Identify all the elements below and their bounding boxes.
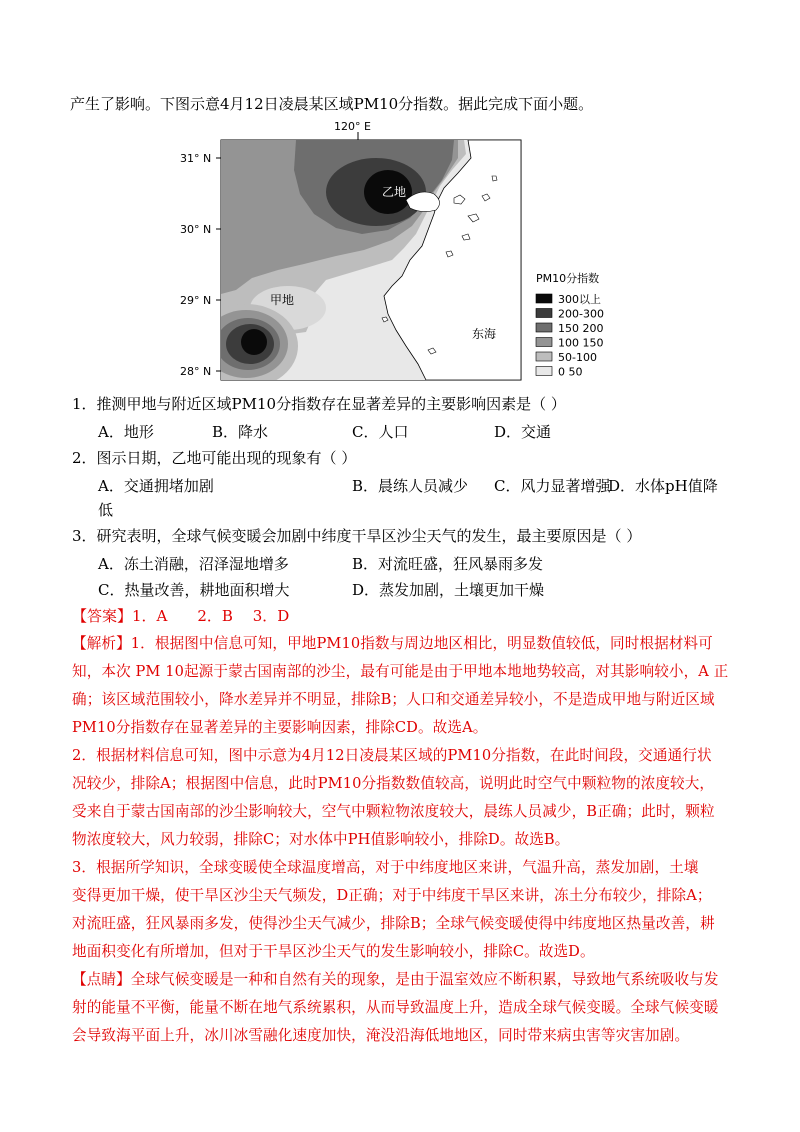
legend-swatch — [536, 309, 552, 318]
analysis-line: PM10分指数存在显著差异的主要影响因素，排除CD。故选A。 — [72, 719, 488, 736]
q1-option-a: A．地形 — [98, 423, 154, 441]
analysis-line: 【点睛】全球气候变暖是一种和自然有关的现象，是由于温室效应不断积累，导致地气系统吸收与发 — [72, 971, 719, 988]
analysis-line: 3．根据所学知识，全球变暖使全球温度增高，对于中纬度地区来讲，气温升高，蒸发加剧，土壤 — [72, 859, 699, 876]
legend-swatch — [536, 352, 552, 361]
analysis-line: 2．根据材料信息可知，图中示意为4月12日凌晨某区域的PM10分指数，在此时间段，交通通行状 — [72, 747, 712, 764]
q2-option-b: B．晨练人员减少 — [352, 477, 469, 495]
legend-title: PM10分指数 — [536, 272, 600, 285]
legend-label: 50-100 — [558, 351, 597, 364]
legend-swatch — [536, 323, 552, 332]
q1-option-d: D．交通 — [494, 423, 552, 441]
legend-swatch — [536, 338, 552, 347]
q3-option-d: D．蒸发加剧，土壤更加干燥 — [352, 581, 545, 599]
map-legend — [536, 271, 604, 379]
legend-label: 100 150 — [558, 336, 604, 350]
q2-option-a: A．交通拥堵加剧 — [98, 477, 214, 495]
q2-option-d-tail: 低 — [98, 501, 114, 519]
legend-swatch — [536, 367, 552, 376]
place-jia-label: 甲地 — [270, 293, 295, 307]
answer-line: 【答案】1．A 2．B 3．D — [72, 607, 290, 625]
pm10-map — [180, 118, 616, 388]
question-3-stem: 3．研究表明，全球气候变暖会加剧中纬度干旱区沙尘天气的发生，最主要原因是（ ） — [72, 527, 642, 545]
q1-option-c: C．人口 — [352, 423, 409, 441]
question-2-stem: 2．图示日期，乙地可能出现的现象有（ ） — [72, 449, 357, 467]
q2-option-c: C．风力显著增强 — [494, 477, 611, 495]
q3-option-c: C．热量改善，耕地面积增大 — [98, 581, 290, 599]
place-sea-label: 东海 — [472, 327, 497, 341]
legend-label: 200-300 — [558, 307, 604, 321]
analysis-line: 物浓度较大，风力较弱，排除C；对水体中PH值影响较小，排除D。故选B。 — [72, 831, 570, 848]
analysis-line: 变得更加干燥，使干旱区沙尘天气频发，D正确；对于中纬度干旱区来讲，冻土分布较少，排除A； — [72, 887, 712, 904]
lat-label-29: 29° N — [180, 294, 212, 307]
lat-label-30: 30° N — [180, 223, 212, 236]
analysis-line: 对流旺盛，狂风暴雨多发，使得沙尘天气减少，排除B；全球气候变暖使得中纬度地区热量改善，耕 — [72, 915, 715, 932]
analysis-line: 况较少，排除A；根据图中信息，此时PM10分指数数值较高，说明此时空气中颗粒物的浓度较大， — [72, 775, 715, 792]
legend-swatch — [536, 294, 552, 303]
q3-option-b: B．对流旺盛，狂风暴雨多发 — [352, 555, 544, 573]
legend-label: 0 50 — [558, 365, 583, 379]
analysis-line: 【解析】1．根据图中信息可知，甲地PM10指数与周边地区相比，明显数值较低，同时根据材料可 — [72, 635, 713, 652]
analysis-line: 知，本次 PM 10起源于蒙古国南部的沙尘，最有可能是由于甲地本地地势较高，对其影响较小，A 正 — [72, 663, 729, 680]
map-frame — [194, 140, 521, 388]
analysis-line: 会导致海平面上升，冰川冰雪融化速度加快，淹没沿海低地地区，同时带来病虫害等灾害加剧。 — [72, 1027, 690, 1044]
question-1-stem: 1．推测甲地与附近区域PM10分指数存在显著差异的主要影响因素是（ ） — [72, 395, 566, 413]
intro-text: 产生了影响。下图示意4月12日凌晨某区域PM10分指数。据此完成下面小题。 — [70, 95, 594, 113]
lat-label-31: 31° N — [180, 152, 212, 165]
analysis-line: 射的能量不平衡，能量不断在地气系统累积，从而导致温度上升，造成全球气候变暖。全球气候变暖 — [72, 999, 719, 1016]
lat-label-28: 28° N — [180, 365, 212, 378]
q2-option-d: D．水体pH值降 — [608, 477, 718, 495]
legend-label: 150 200 — [558, 322, 604, 335]
q3-option-a: A．冻土消融，沼泽湿地增多 — [98, 555, 289, 573]
q1-option-b: B．降水 — [212, 423, 269, 441]
place-yi-label: 乙地 — [382, 185, 407, 199]
legend-label: 300以上 — [558, 293, 601, 306]
analysis-line: 地面积变化有所增加，但对于干旱区沙尘天气的发生影响较小，排除C。故选D。 — [72, 943, 595, 960]
analysis-line: 确；该区域范围较小，降水差异并不明显，排除B；人口和交通差异较小，不是造成甲地与附近区域 — [72, 691, 715, 708]
analysis-line: 受来自于蒙古国南部的沙尘影响较大，空气中颗粒物浓度较大，晨练人员减少，B正确；此时，颗粒 — [72, 803, 715, 820]
lon-label: 120° E — [334, 120, 371, 133]
